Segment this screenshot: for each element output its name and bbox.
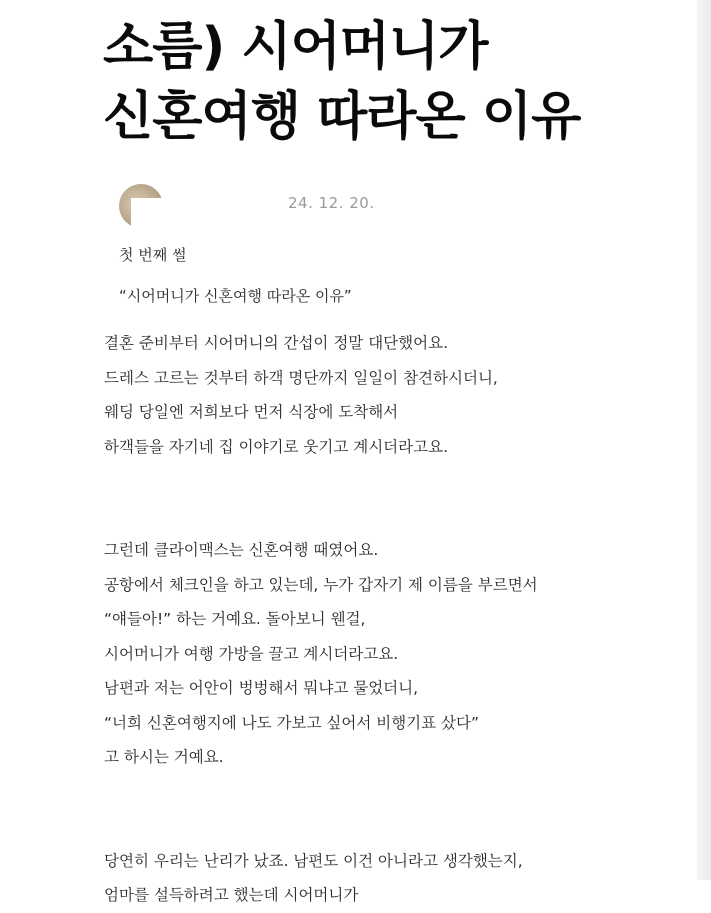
page-edge-shadow xyxy=(697,0,711,880)
body-line: 결혼 준비부터 시어머니의 간섭이 정말 대단했어요. xyxy=(104,334,448,352)
paragraph-gap xyxy=(104,809,694,844)
body-line: 공항에서 체크인을 하고 있는데, 누가 갑자기 제 이름을 부르면서 xyxy=(104,575,538,594)
body-line: 하객들을 자기네 집 이야기로 웃기고 계시더라고요. xyxy=(104,437,448,456)
post-date: 24. 12. 20. xyxy=(288,194,375,212)
post-title-line-2: 신혼여행 따라온 이유 xyxy=(103,87,581,147)
paragraph-gap xyxy=(104,464,694,499)
body-line: 시어머니가 여행 가방을 끌고 계시더라고요. xyxy=(104,644,399,663)
redacted-author-name xyxy=(131,198,191,232)
body-line: 남편과 저는 어안이 벙벙해서 뭐냐고 물었더니, xyxy=(104,679,419,697)
body-line: “너희 신혼여행지에 나도 가보고 싶어서 비행기표 샀다” xyxy=(104,713,480,732)
post-title-line-1: 소름) 시어머니가 xyxy=(103,17,488,77)
body-line: 그런데 클라이맥스는 신혼여행 때였어요. xyxy=(104,541,379,559)
body-line: 드레스 고르는 것부터 하객 명단까지 일일이 참견하시더니, xyxy=(104,368,498,387)
post-title xyxy=(103,12,683,152)
post-body xyxy=(104,326,694,913)
body-line: 고 하시는 거예요. xyxy=(104,748,224,766)
body-line: 웨딩 당일엔 저희보다 먼저 식장에 도착해서 xyxy=(104,403,399,421)
body-line: 엄마를 설득하려고 했는데 시어머니가 xyxy=(104,886,359,904)
paragraph-gap xyxy=(104,499,694,534)
paragraph-gap xyxy=(104,775,694,810)
body-line: “얘들아!” 하는 거예요. 돌아보니 웬걸, xyxy=(104,610,366,628)
episode-label: 첫 번째 썰 xyxy=(119,246,187,264)
body-line: 당연히 우리는 난리가 났죠. 남편도 이건 아니라고 생각했는지, xyxy=(104,851,523,870)
story-subtitle: “시어머니가 신혼여행 따라온 이유” xyxy=(119,287,352,305)
author-row xyxy=(119,184,419,234)
